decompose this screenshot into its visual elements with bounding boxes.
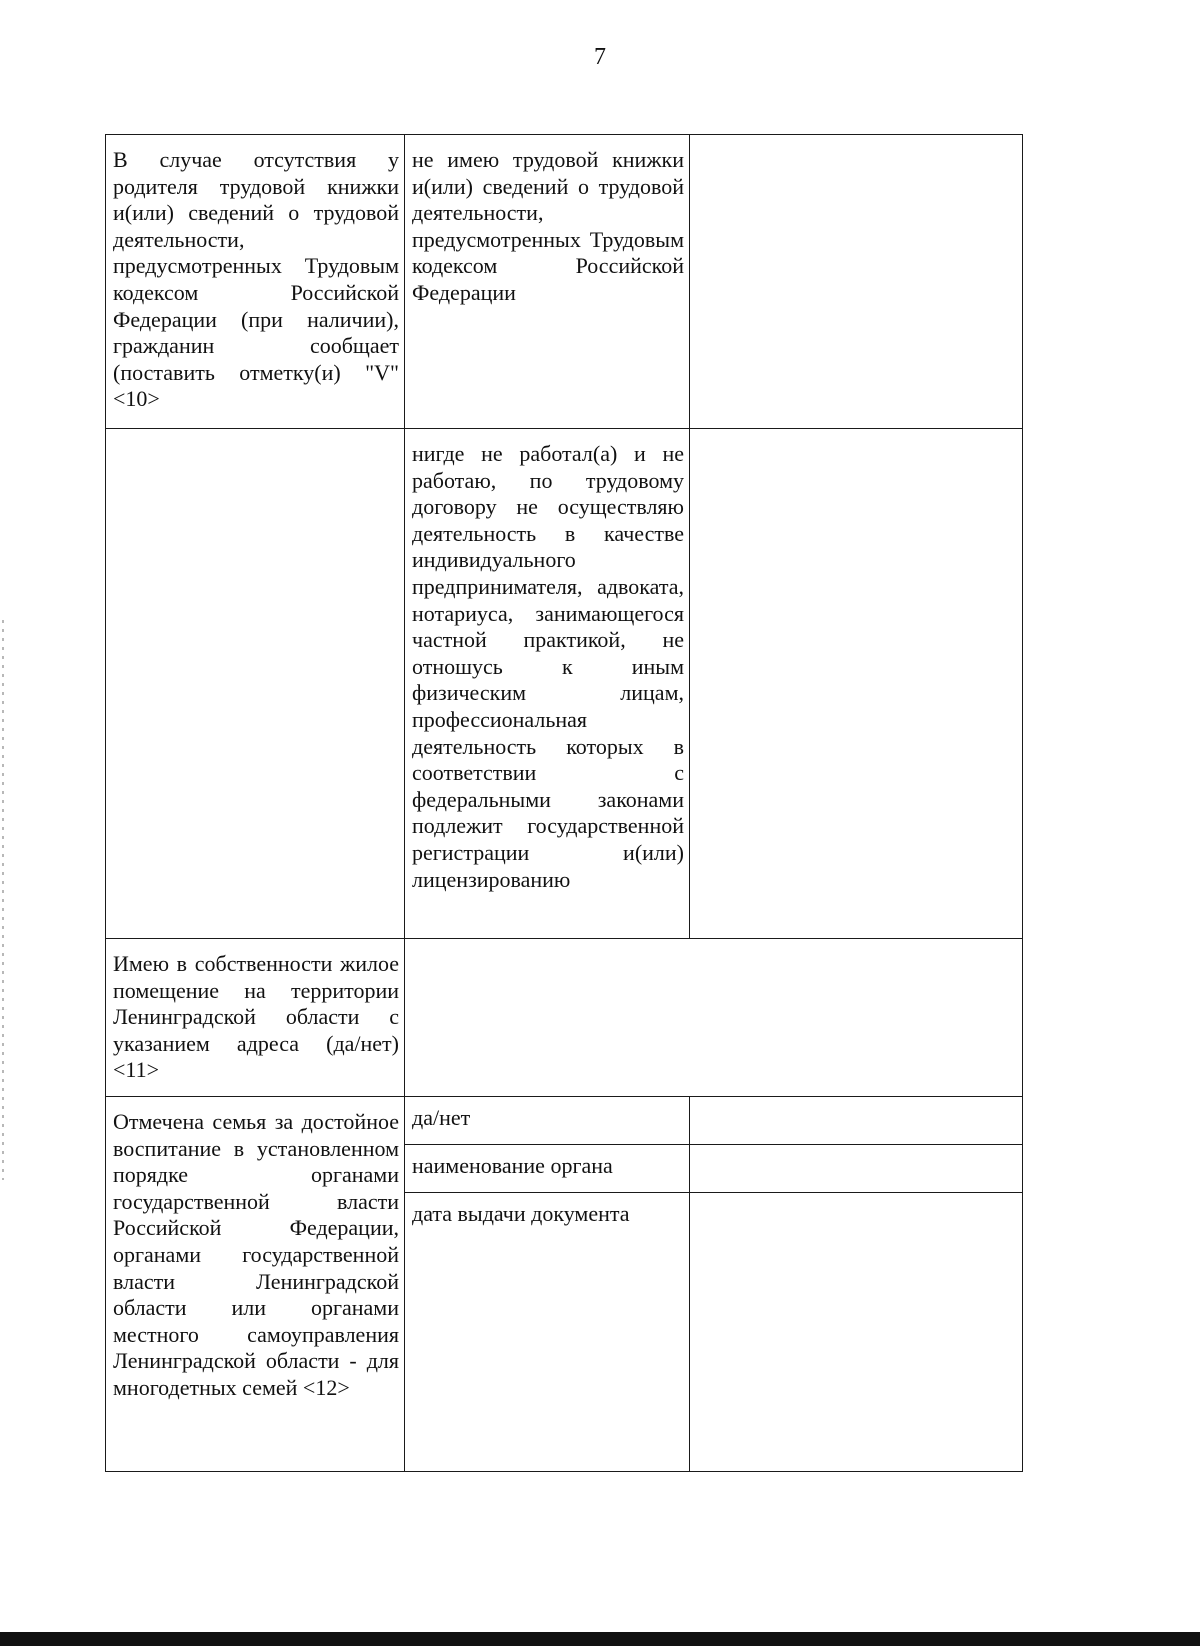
no-work-book-option-1: не имею трудовой книжки и(или) сведений о трудовой деятельности, предусмотренных Трудовым кодексом Российской Федерации — [405, 135, 690, 429]
authority-name-answer-cell[interactable] — [690, 1145, 1023, 1193]
authority-name-label: наименование органа — [405, 1145, 690, 1193]
issue-date-answer-cell[interactable] — [690, 1193, 1023, 1472]
no-work-book-option-1-mark-cell[interactable] — [690, 135, 1023, 429]
table-row — [106, 429, 1023, 939]
yes-no-label: да/нет — [405, 1097, 690, 1145]
table-row — [106, 135, 1023, 429]
property-answer-cell[interactable] — [405, 939, 1023, 1097]
property-label: Имею в собственности жилое помещение на территории Ленинградской области с указанием адреса (да/нет) <11> — [106, 939, 405, 1097]
scan-margin-artifact — [2, 620, 4, 1180]
application-form-table — [105, 134, 1023, 1472]
no-work-book-option-2-mark-cell[interactable] — [690, 429, 1023, 939]
table-row — [106, 1097, 1023, 1145]
family-award-label: Отмечена семья за достойное воспитание в установленном порядке органами государственной власти Российской Федерации, органами государственной власти Ленинградской области или органами местного самоуправления Ленинградской области - для многодетных семей <12> — [106, 1097, 405, 1472]
empty-label-cell — [106, 429, 405, 939]
scan-bottom-edge — [0, 1632, 1200, 1646]
no-work-book-option-2: нигде не работал(а) и не работаю, по трудовому договору не осуществляю деятельность в качестве индивидуального предпринимателя, адвоката, нотариуса, занимающегося частной практикой, не отношусь к иным физическим лицам, профессиональная деятельность которых в соответствии с федеральными законами подлежит государственной регистрации и(или) лицензированию — [405, 429, 690, 939]
table-row — [106, 939, 1023, 1097]
page-number: 7 — [594, 44, 606, 70]
yes-no-answer-cell[interactable] — [690, 1097, 1023, 1145]
no-work-book-label: В случае отсутствия у родителя трудовой книжки и(или) сведений о трудовой деятельности, предусмотренных Трудовым кодексом Российской Федерации (при наличии), гражданин сообщает (поставить отметку(и) "V" <10> — [106, 135, 405, 429]
issue-date-label: дата выдачи документа — [405, 1193, 690, 1472]
